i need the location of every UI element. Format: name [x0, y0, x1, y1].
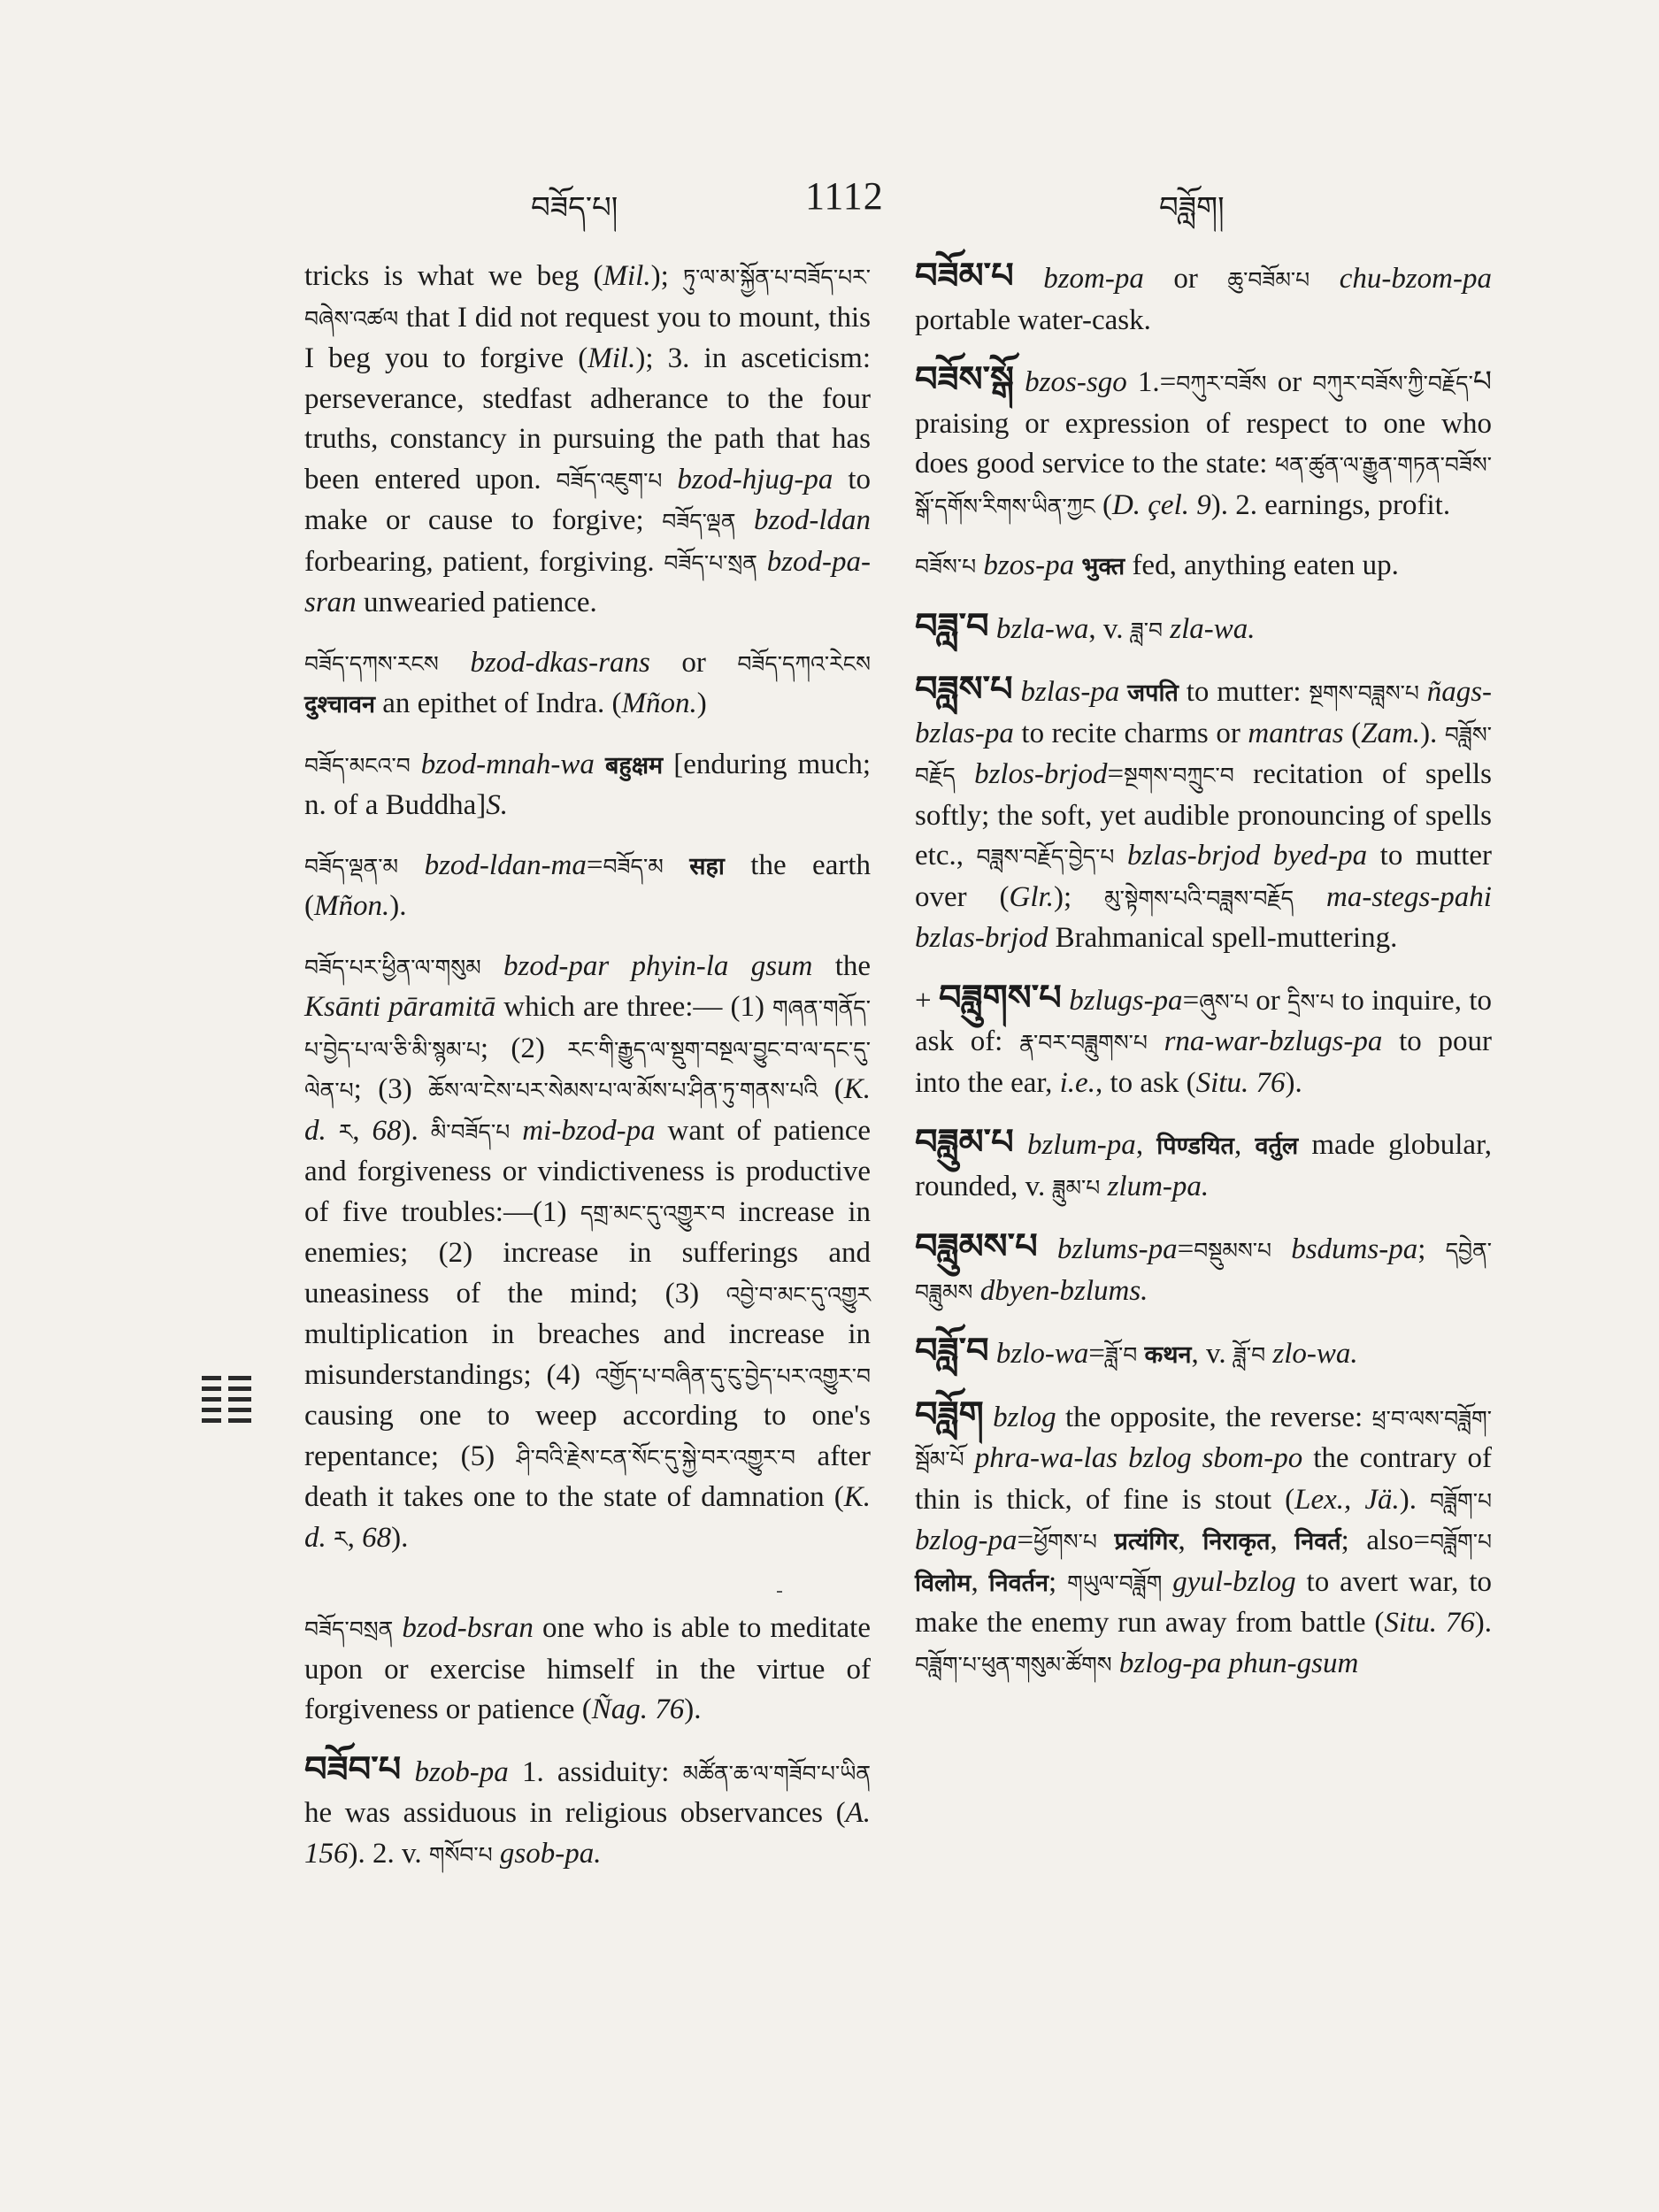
- running-head-left-text: བཟོད་པ།: [531, 190, 618, 226]
- running-head-left: [531, 173, 618, 258]
- entry-bzob-pa: བཟོབ་པ bzob-pa 1. assiduity: མཚོན་ཆ་ལ་གཟོབ་པ་ཡིན he was assiduous in religious observances (A. 156). 2. v. གསོབ་པ gsob-pa.: [304, 1748, 872, 1870]
- entry-bzlugs-pa: + བཟླུགས་པ bzlugs-pa=ཞུས་པ or དྲིས་པ to inquire, to ask of: རྣ་བར་བཟླུགས་པ rna-war-bzlugs-pa to pour into the ear, i.e., to ask (Situ. 76).: [915, 977, 1492, 1099]
- entry-bzom-pa: བཟོམ་པ bzom-pa or ཆུ་བཟོམ་པ chu-bzom-pa portable water-cask.: [915, 256, 1493, 336]
- entry-bzos-sgo: བཟོས་སྒོ bzos-sgo 1.=བཀུར་བཟོས or བཀུར་བཟོས་ཀྱི་བརྗོད་པ praising or expression of respect to one who does good service to the state: ཕན་ཚུན་ལ་རྒྱུན་གཏན་བཟོས་སྒོ་དགོས་རིགས་ཡིན་ཀྱང (D. çel. 9). 2. earnings, profit.: [915, 359, 1492, 521]
- entry-continuation: tricks is what we beg (Mil.); ཏུ་ལ་མ་སྐྱོན་པ་བཟོད་པར་བཞེས་འཚལ that I did not request you to mount, this I beg you to forgive (Mil.); 3. in asceticism: perseverance, stedfast adherance to the four truths, constancy in pursuing the path that has been entered upon. བཟོད་འཇུག་པ bzod-hjug-pa to make or cause to forgive; བཟོད་ལྡན bzod-ldan forbearing, patient, forgiving. བཟོད་པ་སྲན bzod-pa-sran unwearied patience.: [304, 260, 872, 618]
- left-column: [304, 257, 871, 1894]
- entry-bzod-bsran: བཟོད་བསྲན bzod-bsran one who is able to meditate upon or exercise himself in the virtue of forgiveness or patience (Ñag. 76).: [304, 1612, 871, 1725]
- right-column: [915, 257, 1492, 1704]
- entry-bzlum-pa: བཟླུམ་པ bzlum-pa, पिण्डयित, वर्तुल made globular, rounded, v. ཟླུམ་པ zlum-pa.: [915, 1122, 1492, 1202]
- entry-bzod-ldan-ma: བཟོད་ལྡན་མ bzod-ldan-ma=བཟོད་མ सहा the earth (Mñon.).: [304, 849, 872, 922]
- page-number: 1112: [805, 174, 884, 218]
- entry-bzla-wa: བཟླ་བ bzla-wa, v. ཟླ་བ zla-wa.: [915, 605, 1256, 647]
- margin-marker-icon: [202, 1376, 251, 1431]
- entry-bzod-mnah-wa: བཟོད་མངའ་བ bzod-mnah-wa बहुक्षम [enduring much; n. of a Buddha]S.: [304, 748, 872, 821]
- entry-bzlo-wa: བཟློ་བ bzlo-wa=ཟློ་བ कथन, v. ཟློ་བ zlo-wa.: [915, 1331, 1358, 1371]
- entry-bzod-par-phyin: བཟོད་པར་ཕྱིན་ལ་གསུམ bzod-par phyin-la gsum the Ksānti pāramitā which are three:— (1) གཞན་གནོད་པ་བྱེད་པ་ལ་ཅི་མི་སྙམ་པ; (2) རང་གི་རྒྱུད་ལ་སྡུག་བསྔལ་བྱུང་བ་ལ་དང་དུ་ལེན་པ; (3) ཆོས་ལ་ངེས་པར་སེམས་པ་ལ་མོས་པ་ཤིན་ཏུ་གནས་པའི (K. d. ར, 68). མི་བཟོད་པ mi-bzod-pa want of patience and forgiveness or vindictiveness is productive of five troubles:—(1) དགྲ་མང་དུ་འགྱུར་བ increase in enemies; (2) increase in sufferings and uneasiness of the mind; (3) འབྱེ་བ་མང་དུ་འགྱུར multiplication in breaches and increase in misunderstandings; (4) འགྱོད་པ་བཞིན་དུ་ངུ་བྱེད་པར་འགྱུར་བ causing one to weep according to one's repentance; (5) ཤི་བའི་རྗེས་ངན་སོང་དུ་སྐྱེ་བར་འགྱུར་བ after death it takes one to the state of damnation (K. d. ར, 68).: [304, 949, 872, 1554]
- running-head-right-text: བཟློག།: [1159, 190, 1225, 226]
- entry-bzod-dkas-rans: བཟོད་དཀས་རངས bzod-dkas-rans or བཟོད་དཀའ་རེངས दुश्चावन an epithet of Indra. (Mñon.): [304, 646, 871, 719]
- entry-bzlas-pa: བཟླས་པ bzlas-pa जपति to mutter: སྔགས་བཟླས་པ ñags-bzlas-pa to recite charms or mantras (Zam.). བཟློས་བརྗོད bzlos-brjod=སྔགས་བཀྲུང་བ recitation of spells softly; the soft, yet audible pronouncing of spells etc., བཟླས་བརྗོད་བྱེད་པ bzlas-brjod byed-pa to mutter over (Glr.); མུ་སྟེགས་པའི་བཟླས་བརྗོད ma-stegs-pahi bzlas-brjod Brahmanical spell-muttering.: [915, 669, 1493, 954]
- running-head-right: [1159, 173, 1225, 258]
- entry-bzos-pa: བཟོས་པ bzos-pa भुक्त fed, anything eaten up.: [915, 549, 1399, 581]
- entry-bzlums-pa: བཟླུམས་པ bzlums-pa=བསྡུམས་པ bsdums-pa; དབྱེན་བཟླུམས dbyen-bzlums.: [915, 1226, 1492, 1307]
- entry-bzlog: བཟློག bzlog the opposite, the reverse: ཕྲ་བ་ལས་བཟློག་སྦོམ་པོ phra-wa-las bzlog sbom-po the contrary of thin is thick, of fine is stout (Lex., Jä.). བཟློག་པ bzlog-pa=ཕྱོགས་པ प्रत्यंगिर, निराकृत, निवर्त; also=བཟློག་པ विलोम, निवर्तन; གཡུལ་བཟློག gyul-bzlog to avert war, to make the enemy run away from battle (Situ. 76). བཟློག་པ་ཕུན་གསུམ་ཚོགས bzlog-pa phun-gsum: [915, 1394, 1493, 1679]
